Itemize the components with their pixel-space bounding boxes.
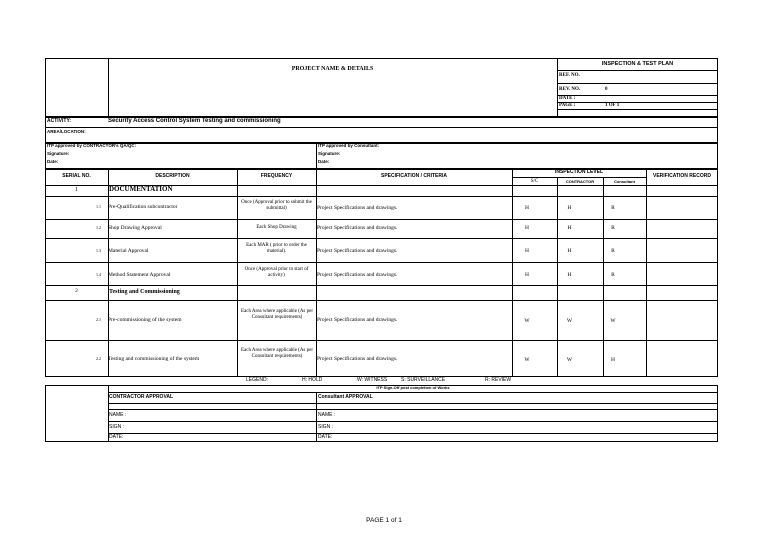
consultant-approval-title: Consultant APPROVAL — [318, 394, 373, 400]
row-frequency: Once (Approval prior to start of activity) — [244, 267, 309, 278]
row-level-consultant: H — [611, 357, 615, 363]
row-level-consultant: R — [611, 225, 615, 231]
row-level-contractor: H — [567, 272, 572, 278]
row-frequency: Once (Approval prior to submit the submittal) — [241, 200, 312, 211]
row-level-sc: W — [524, 357, 530, 363]
col-header-contractor: CONTRACTOR — [565, 179, 595, 184]
row-spec: Project Specifications and drawings. — [317, 225, 398, 231]
row-number: 2.2 — [96, 356, 101, 361]
row-level-contractor: H — [567, 225, 572, 231]
rev-value: 0 — [605, 87, 608, 92]
row-level-sc: H — [525, 205, 529, 211]
col-line-consultant — [646, 169, 647, 377]
row-number: 1.2 — [96, 225, 101, 230]
legend-hold: H: HOLD — [302, 377, 323, 383]
contractor-date-label: DATE: — [109, 434, 124, 440]
row-level-consultant: R — [611, 248, 615, 254]
row-level-contractor: W — [566, 357, 573, 363]
contractor-signature-label: Signature: — [47, 151, 70, 156]
row-level-contractor: H — [567, 248, 572, 254]
signoff-title: ITP Sign-Off post completion of Works — [376, 385, 450, 390]
section-title: DOCUMENTATION — [109, 185, 173, 193]
legend-surveillance: S: SURVEILLANCE — [401, 377, 446, 383]
row-spec: Project Specifications and drawings. — [317, 317, 398, 323]
col-header-serial: SERIAL NO. — [62, 173, 91, 179]
consultant-signature-label: Signature: — [318, 151, 341, 156]
row-spec: Project Specifications and drawings. — [317, 356, 398, 362]
legend-review: R: REVIEW — [485, 377, 512, 383]
consultant-itp-title: ITP approved by Consultant: — [318, 143, 380, 148]
consultant-date-label: DATE: — [318, 434, 333, 440]
section-title: Testing and Commissioning — [109, 289, 180, 295]
row-number: 1.3 — [96, 248, 101, 253]
row-level-sc: H — [525, 225, 529, 231]
col-header-consultant: Consultant — [614, 179, 635, 184]
ref-label: REF. NO. — [559, 73, 580, 78]
section-serial: 1 — [75, 187, 78, 193]
col-header-spec: SPECIFICATION / CRITERIA — [380, 173, 448, 179]
row-frequency: Each Area where applicable (As per Consultant requirements) — [240, 348, 314, 359]
col-header-inspection-level: INSPECTION LEVEL — [554, 169, 604, 175]
area-location-label: AREA/LOCATION: — [47, 129, 86, 134]
row-level-contractor: H — [567, 205, 572, 211]
col-header-description: DESCRIPTION — [155, 173, 190, 179]
project-title: PROJECT NAME & DETAILS — [291, 66, 374, 72]
row-level-consultant: R — [611, 205, 615, 211]
page-label: PAGE : — [559, 103, 576, 108]
activity-value: Security Access Control System Testing and commissioning — [108, 118, 281, 124]
row-spec: Project Specifications and drawings. — [317, 248, 398, 254]
contractor-sign-label: SIGN : — [109, 424, 125, 430]
row-description: Pre-Qualification subcontractor — [108, 204, 178, 210]
legend-label: LEGEND: — [246, 377, 268, 383]
row-number: 1.1 — [96, 204, 101, 209]
row-level-sc: W — [524, 318, 530, 324]
row-spec: Project Specifications and drawings. — [317, 272, 398, 278]
page-value: 1 OF 1 — [605, 103, 620, 108]
row-description: Method Statement Approval — [108, 272, 171, 278]
row-frequency: Each Area where applicable (As per Consultant requirements) — [240, 309, 314, 320]
plan-title: INSPECTION & TEST PLAN — [601, 61, 674, 67]
col-header-sc: S/C — [530, 179, 539, 184]
col-header-verification: VERIFICATION RECORD — [653, 173, 711, 179]
date-label: DATE : — [559, 96, 576, 101]
col-header-frequency: FREQUENCY — [260, 173, 293, 179]
consultant-date-label: Date: — [318, 159, 330, 164]
row-description: Material Approval — [108, 248, 149, 254]
contractor-approval-title: CONTRACTOR APPROVAL — [109, 394, 174, 400]
contractor-date-label: Date: — [47, 159, 59, 164]
activity-label: ACTIVITY: — [47, 118, 72, 124]
row-level-contractor: W — [566, 318, 573, 324]
legend-witness: W: WITNESS — [357, 377, 388, 383]
row-level-sc: H — [525, 272, 529, 278]
rev-label: REV. NO. — [559, 87, 581, 92]
row-description: Shop Drawing Approval — [108, 225, 162, 231]
row-level-consultant: R — [611, 272, 615, 278]
page-footer: PAGE 1 of 1 — [366, 517, 402, 524]
row-frequency: Each Shop Drawing — [256, 225, 297, 230]
approvals-block — [45, 143, 718, 169]
row-level-sc: H — [525, 248, 529, 254]
row-frequency: Each MAR ( prior to order the material). — [246, 243, 307, 254]
row-number: 2.1 — [96, 317, 101, 322]
row-description: Testing and commissioning of the system — [108, 356, 200, 362]
row-spec: Project Specifications and drawings. — [317, 205, 398, 211]
row-number: 1.4 — [96, 272, 101, 277]
consultant-sign-label: SIGN : — [318, 424, 334, 430]
section-serial: 2 — [75, 288, 78, 294]
contractor-itp-title: ITP approved by CONTRACTOR's QA/QC: — [47, 143, 137, 148]
row-level-consultant: W — [610, 318, 616, 324]
row-description: Pre-commissioning of the system — [108, 317, 182, 323]
contractor-name-label: NAME : — [109, 412, 127, 418]
consultant-name-label: NAME : — [318, 412, 336, 418]
